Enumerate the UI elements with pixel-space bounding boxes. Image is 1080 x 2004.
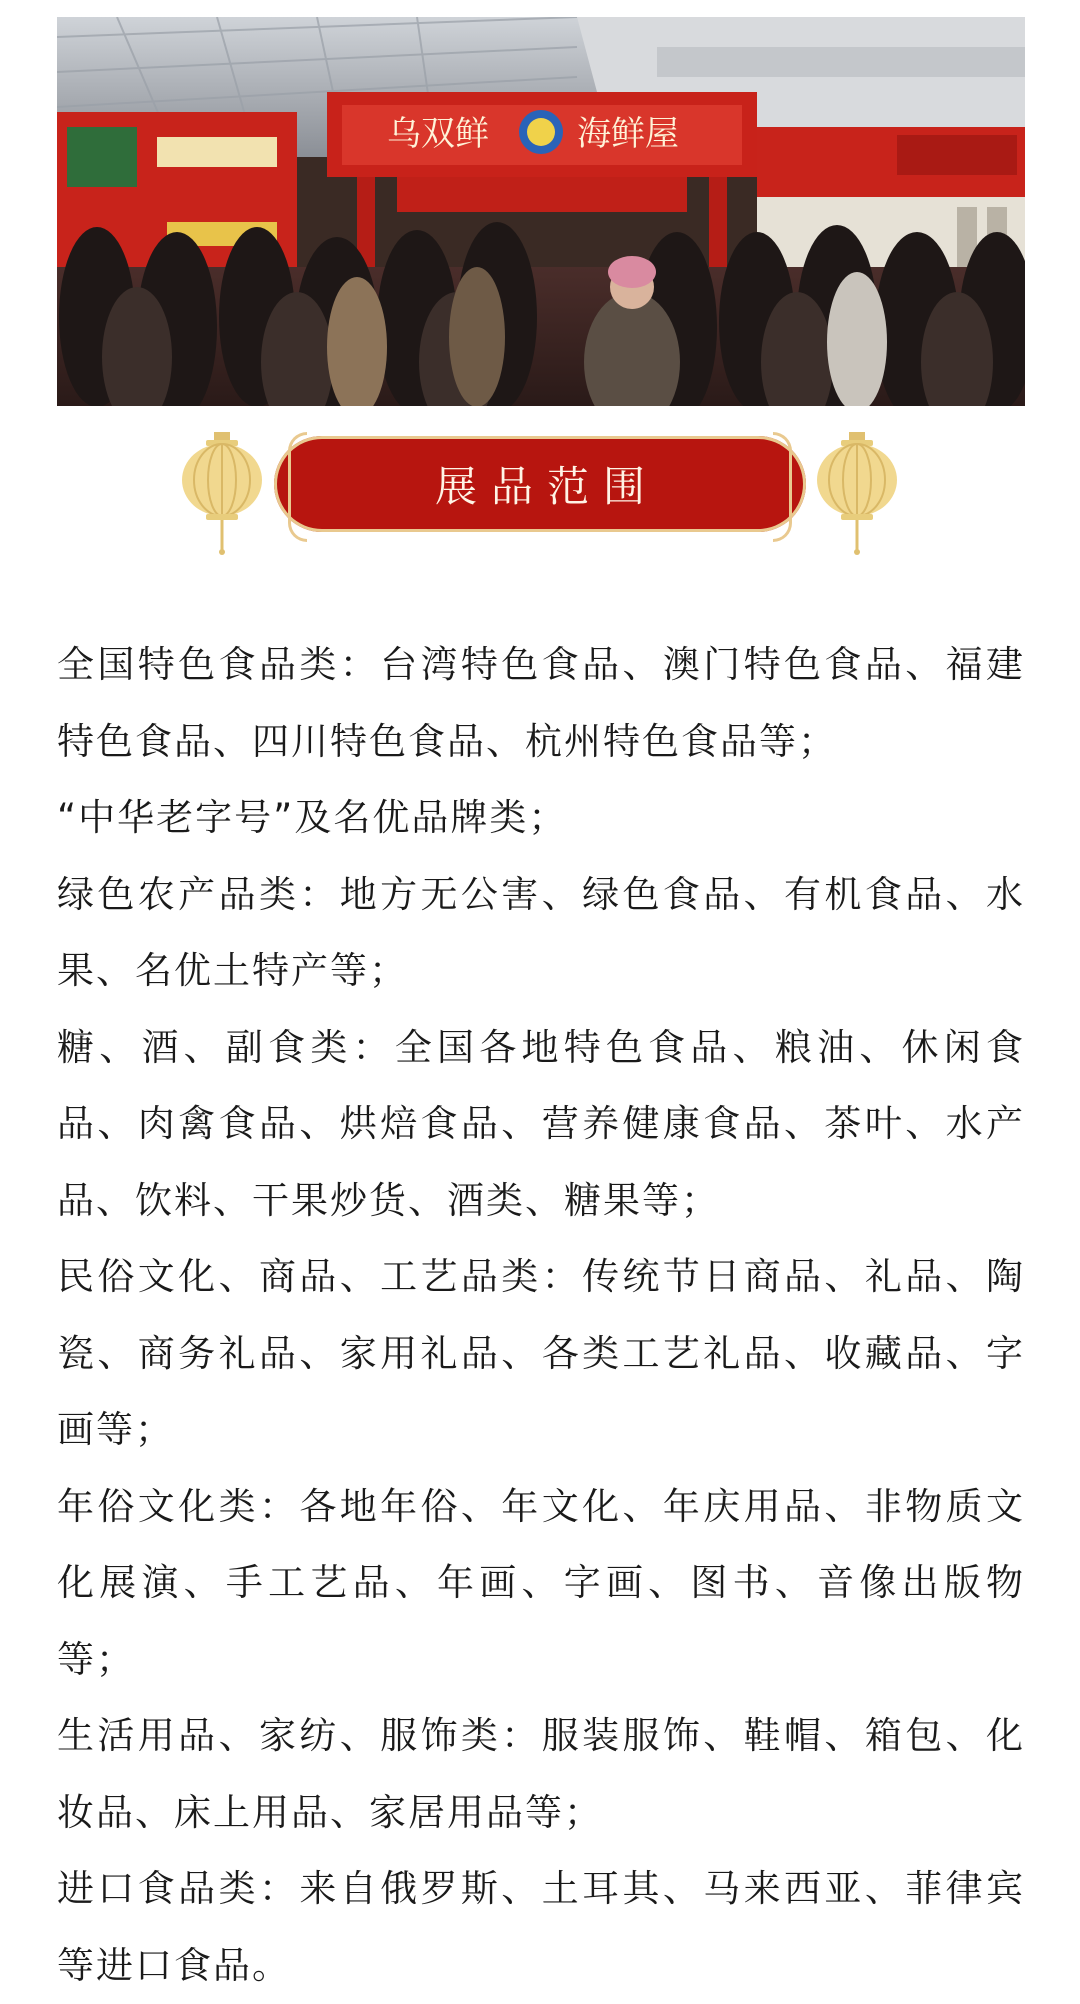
paragraph-time-honored-brands: “中华老字号”及名优品牌类； [57, 796, 568, 839]
exhibit-scope-content [57, 627, 1025, 2004]
paragraph-folk-culture-crafts: 民俗文化、商品、工艺品类：传统节日商品、礼品、陶瓷、商务礼品、家用礼品、各类工艺礼品、收藏品、字画等； [57, 1255, 1025, 1451]
section-title: 展品范围 [434, 462, 659, 511]
paragraph-daily-goods-apparel: 生活用品、家纺、服饰类：服装服饰、鞋帽、箱包、化妆品、床上用品、家居用品等； [57, 1714, 1025, 1834]
paragraph-green-agricultural: 绿色农产品类：地方无公害、绿色食品、有机食品、水果、名优土特产等； [57, 872, 1025, 992]
section-title-box [274, 436, 806, 532]
arch-sign-right: 海鲜屋 [577, 114, 679, 154]
arch-sign-left: 乌双鲜 [387, 114, 489, 154]
expo-hall-photo [57, 17, 1025, 406]
lantern-icon [815, 432, 899, 556]
paragraph-new-year-culture: 年俗文化类：各地年俗、年文化、年庆用品、非物质文化展演、手工艺品、年画、字画、图书、音像出版物等； [57, 1484, 1025, 1681]
paragraph-imported-food: 进口食品类：来自俄罗斯、土耳其、马来西亚、菲律宾等进口食品。 [57, 1867, 1025, 1987]
section-title-banner [0, 432, 1080, 562]
lantern-icon [180, 432, 264, 556]
paragraph-national-specialty-food: 全国特色食品类：台湾特色食品、澳门特色食品、福建特色食品、四川特色食品、杭州特色食品等； [57, 643, 1025, 763]
paragraph-sugar-wine-food: 糖、酒、副食类：全国各地特色食品、粮油、休闲食品、肉禽食品、烘焙食品、营养健康食品、茶叶、水产品、饮料、干果炒货、酒类、糖果等； [57, 1025, 1025, 1222]
